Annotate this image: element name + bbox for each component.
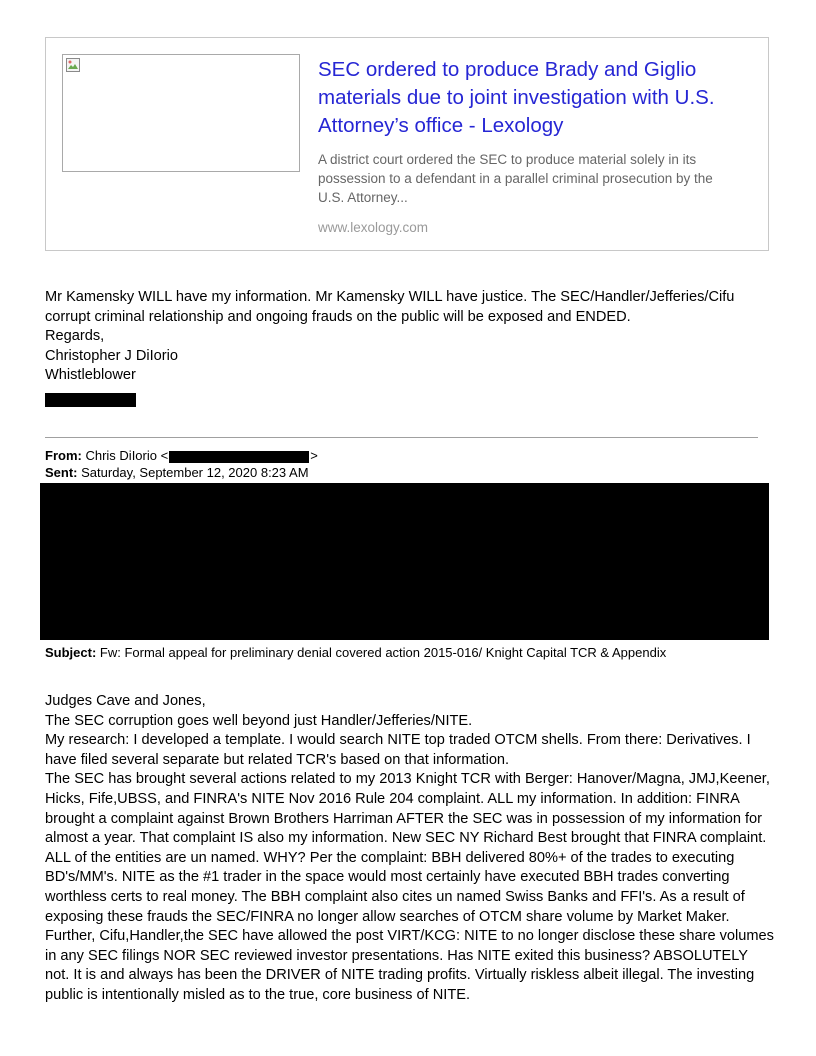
subject-value: Fw: Formal appeal for preliminary denial covered action 2015-016/ Knight Capital TCR & Appendix	[99, 645, 667, 660]
body-paragraph: My research: I developed a template. I would search NITE top traded OTCM shells. From there: Derivatives. I have filed several separate but related TCR's based on that information.	[45, 732, 751, 768]
link-domain: www.lexology.com	[318, 220, 429, 235]
subject-label: Subject:	[45, 645, 97, 660]
regards: Regards,	[45, 328, 105, 345]
preview-thumbnail[interactable]	[62, 54, 300, 172]
broken-image-icon	[66, 58, 80, 72]
subject-line	[45, 645, 666, 661]
sent-line	[45, 465, 309, 481]
message-body	[45, 288, 775, 386]
sent-label: Sent:	[45, 465, 78, 480]
salutation: Judges Cave and Jones,	[45, 693, 206, 709]
from-close: >	[310, 448, 318, 463]
signature-role: Whistleblower	[45, 367, 136, 384]
from-line	[45, 448, 318, 464]
redaction-bar	[45, 393, 136, 407]
divider	[45, 437, 758, 438]
forwarded-body	[45, 692, 775, 1006]
body-line: The SEC corruption goes well beyond just Handler/Jefferies/NITE.	[45, 712, 473, 729]
link-description: A district court ordered the SEC to produce material solely in its possession to a defendant in a parallel criminal prosecution by the U.S. Attorney...	[318, 152, 713, 205]
redaction-block	[40, 483, 769, 640]
sent-value: Saturday, September 12, 2020 8:23 AM	[81, 465, 309, 480]
signature-name: Christopher J DiIorio	[45, 347, 179, 364]
from-label: From:	[45, 448, 82, 463]
message-line: Mr Kamensky WILL have my information. Mr Kamensky WILL have justice. The SEC/Handler/Jefferies/Cifu corrupt criminal relationship and ongoing frauds on the public will be exposed and ENDED.	[45, 289, 735, 325]
link-title[interactable]: SEC ordered to produce Brady and Giglio materials due to joint investigation with U.S. Attorney’s office - Lexology	[318, 58, 715, 137]
link-preview-card[interactable]	[45, 37, 769, 251]
redacted-email	[169, 451, 309, 463]
from-value: Chris DiIorio <	[85, 448, 169, 463]
body-paragraph: The SEC has brought several actions related to my 2013 Knight TCR with Berger: Hanover/Magna, JMJ,Keener, Hicks, Fife,UBSS, and FINRA's NITE Nov 2016 Rule 204 complaint. ALL my information. In addition: FINRA brought a complaint against Brown Brothers Harriman AFTER the SEC was in possession of my information for almost a year. That complaint IS also my information. New SEC NY Richard Best brought that FINRA complaint. ALL of the entities are un named. WHY? Per the complaint: BBH delivered 80%+ of the trades to executing BD's/MM's. NITE as the #1 trader in the space would most certainly have executed BBH trades converting worthless certs to real money. The BBH complaint also cites un named Swiss Banks and FFI's. As a result of exposing these frauds the SEC/FINRA no longer allow searches of OTCM share volume by Market Maker. Further, Cifu,Handler,the SEC have allowed the post VIRT/KCG: NITE to no longer disclose these share volumes in any SEC filings NOR SEC reviewed investor presentations. Has NITE exited this business? ABSOLUTELY not. It is and always has been the DRIVER of NITE trading profits. Virtually riskless albeit illegal. The investing public is intentionally misled as to the true, core business of NITE.	[45, 771, 774, 1003]
